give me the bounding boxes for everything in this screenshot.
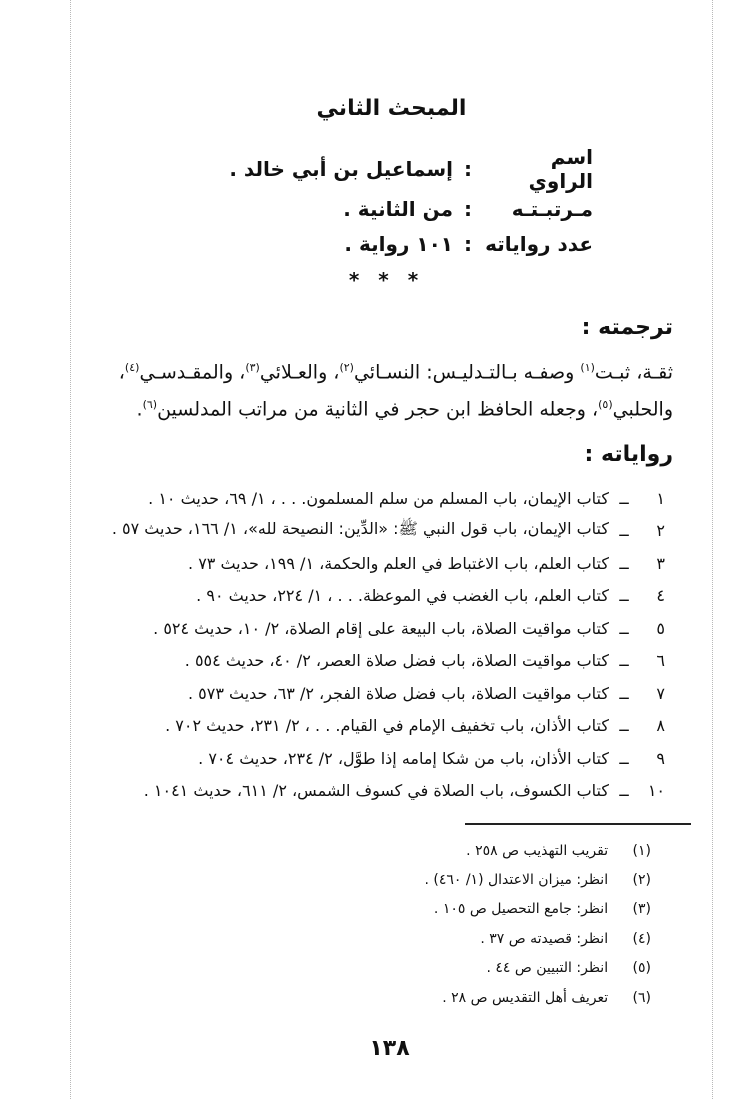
narration-dash: ــ: [619, 716, 629, 736]
footnote-ref: (٦): [142, 398, 158, 411]
footnote-number: (٦): [632, 989, 651, 1006]
narration-number: ٣: [656, 553, 665, 573]
info-value: إسماعيل بن أبي خالد .: [229, 157, 453, 181]
footnote-item: [201, 865, 651, 894]
info-row-rank: [153, 192, 593, 226]
narration-text: كتاب الإيمان، باب قول النبي ﷺ: «الدِّين: النصيحة لله»، ١/ ١٦٦، حديث ٥٧ .: [111, 519, 609, 539]
biography-text: وصفـه بـالتـدليـس: النسـائي: [353, 361, 581, 384]
footnote-text: انظر: قصيدته ص ٣٧ .: [480, 930, 609, 947]
narration-number: ١٠: [647, 781, 665, 801]
narration-number: ١: [656, 488, 665, 508]
narration-dash: ــ: [619, 521, 629, 541]
footnote-item: [201, 836, 651, 865]
footnote-item: [201, 954, 651, 983]
right-margin-guide-line: [712, 0, 713, 1099]
biography-text: ، والمقـدسـي: [139, 361, 246, 384]
narration-dash: ــ: [619, 781, 629, 801]
narration-dash: ــ: [619, 748, 629, 768]
narration-text: كتاب مواقيت الصلاة، باب فضل صلاة الفجر، ٢/ ٦٣، حديث ٥٧٣ .: [187, 683, 609, 703]
info-label: عدد رواياته: [485, 232, 593, 256]
biography-line-2: [33, 387, 673, 427]
footnote-item: [201, 895, 651, 924]
footnote-ref: (١): [580, 361, 595, 374]
narration-dash: ــ: [619, 488, 629, 508]
narration-number: ٢: [656, 521, 665, 541]
narration-item: [45, 612, 665, 645]
footnote-text: انظر: جامع التحصيل ص ١٠٥ .: [433, 901, 609, 918]
info-value: من الثانية .: [343, 197, 453, 221]
biography-line-1: [33, 350, 673, 390]
narration-item: [45, 775, 665, 808]
info-label: مـرتبـتـه: [511, 197, 593, 221]
narration-item: [45, 645, 665, 678]
biography-heading: ترجمته :: [581, 315, 673, 340]
narration-text: كتاب مواقيت الصلاة، باب فضل صلاة العصر، ٢/ ٤٠، حديث ٥٥٤ .: [184, 651, 609, 671]
narration-dash: ــ: [619, 553, 629, 573]
footnote-ref: (٢): [339, 361, 354, 374]
footnote-divider: [465, 823, 691, 825]
narration-dash: ــ: [619, 618, 629, 638]
biography-text: ،: [118, 361, 125, 384]
footnote-number: (٤): [632, 930, 651, 947]
narration-number: ٦: [656, 651, 665, 671]
narration-item: [45, 677, 665, 710]
narration-text: كتاب الأذان، باب من شكا إمامه إذا طوَّل، ٢/ ٢٣٤، حديث ٧٠٤ .: [198, 748, 609, 768]
footnote-number: (٢): [632, 872, 651, 889]
info-separator: :: [464, 232, 472, 256]
narration-item: [45, 482, 665, 515]
biography-text: ، والعـلائي: [259, 361, 340, 384]
narration-item: [45, 742, 665, 775]
narrations-heading: رواياته :: [584, 442, 673, 467]
narration-item: [45, 515, 665, 548]
info-row-narrator-name: [153, 145, 593, 193]
narration-number: ٥: [656, 618, 665, 638]
narration-number: ٨: [656, 716, 665, 736]
footnote-ref: (٤): [124, 361, 140, 374]
info-separator: :: [464, 157, 472, 181]
biography-text: ثقـة، ثبـت: [594, 361, 673, 384]
narration-dash: ــ: [619, 586, 629, 606]
narration-text: كتاب الكسوف، باب الصلاة في كسوف الشمس، ٢/ ٦١١، حديث ١٠٤١ .: [143, 781, 609, 801]
narration-text: كتاب العلم، باب الغضب في الموعظة. . . ، ١/ ٢٢٤، حديث ٩٠ .: [196, 586, 609, 606]
separator-stars: * * *: [348, 268, 425, 292]
info-row-narration-count: [153, 227, 593, 261]
narration-item: [45, 580, 665, 613]
biography-text: ، وجعله الحافظ ابن حجر في الثانية من مراتب المدلسين: [157, 398, 599, 421]
info-label: اسم الراوي: [528, 145, 593, 193]
narration-text: كتاب العلم، باب الاغتباط في العلم والحكمة، ١/ ١٩٩، حديث ٧٣ .: [188, 553, 609, 573]
narration-number: ٩: [656, 748, 665, 768]
footnote-text: انظر: ميزان الاعتدال (١/ ٤٦٠) .: [424, 872, 609, 889]
footnote-text: تعريف أهل التقديس ص ٢٨ .: [442, 989, 609, 1006]
footnote-number: (٥): [632, 960, 651, 977]
footnote-ref: (٣): [245, 361, 260, 374]
narrations-list: [45, 482, 665, 807]
narration-item: [45, 547, 665, 580]
footnote-item: [201, 983, 651, 1012]
info-value: ١٠١ رواية .: [344, 232, 453, 256]
narration-text: كتاب الأذان، باب تخفيف الإمام في القيام. . . ، ٢/ ٢٣١، حديث ٧٠٢ .: [165, 716, 609, 736]
narration-dash: ــ: [619, 683, 629, 703]
footnote-number: (١): [632, 842, 651, 859]
narration-item: [45, 710, 665, 743]
footnote-text: انظر: التبيين ص ٤٤ .: [486, 960, 609, 977]
biography-text: والحلبي: [612, 398, 673, 421]
section-title: المبحث الثاني: [316, 96, 467, 121]
footnote-number: (٣): [632, 901, 651, 918]
narration-text: كتاب مواقيت الصلاة، باب البيعة على إقام الصلاة، ٢/ ١٠، حديث ٥٢٤ .: [153, 618, 609, 638]
footnotes-list: [201, 836, 651, 1012]
narration-number: ٤: [656, 586, 665, 606]
page-number: ١٣٨: [369, 1036, 410, 1061]
narration-dash: ــ: [619, 651, 629, 671]
footnote-item: [201, 924, 651, 953]
footnote-text: تقريب التهذيب ص ٢٥٨ .: [466, 842, 609, 859]
biography-text: .: [136, 398, 143, 421]
narration-text: كتاب الإيمان، باب المسلم من سلم المسلمون. . . ، ١/ ٦٩، حديث ١٠ .: [148, 488, 609, 508]
narration-number: ٧: [656, 683, 665, 703]
info-separator: :: [464, 197, 472, 221]
footnote-ref: (٥): [598, 398, 613, 411]
